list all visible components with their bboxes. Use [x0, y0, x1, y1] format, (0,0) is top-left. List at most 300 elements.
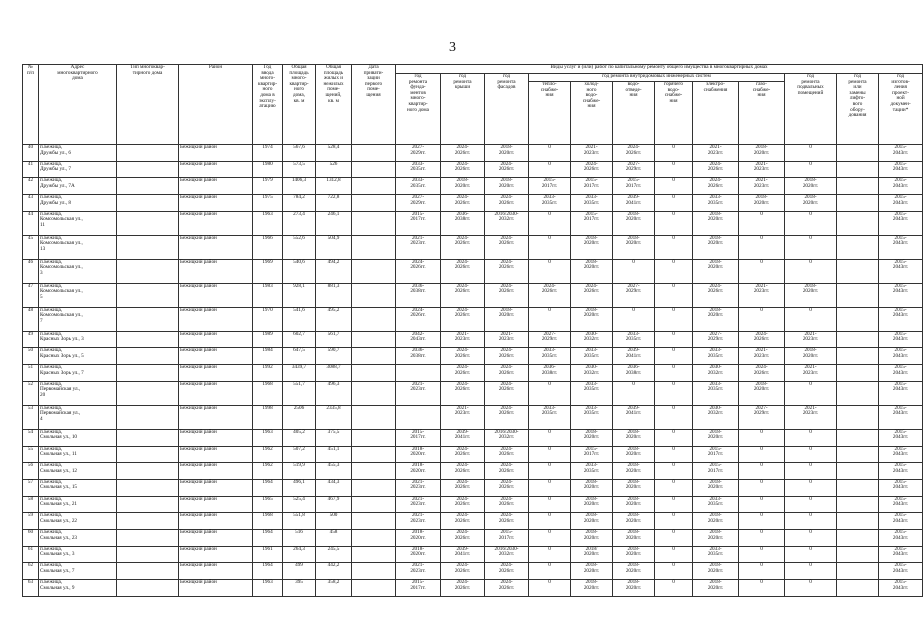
row-house-type [117, 211, 179, 235]
row-service-year: 2024- 2026гг. [396, 259, 441, 283]
header-gas: газо- снабже- ния [739, 82, 785, 145]
table-row [23, 563, 923, 580]
row-service-year: 2015- 2043гг. [879, 161, 923, 178]
row-service-year: 0 [529, 546, 571, 563]
row-service-year: 2018- 2020гг. [693, 513, 739, 530]
table-row [23, 405, 923, 429]
row-service-year: 2018- 2020гг. [739, 195, 785, 212]
row-service-year [837, 529, 879, 546]
row-year: 1989 [253, 331, 283, 348]
row-number: 49 [23, 331, 39, 348]
row-service-year: 2024- 2026гг. [441, 235, 485, 259]
row-address: п.Бежица, Дружбы ул., 7 [39, 161, 117, 178]
row-area-living: 434,3 [316, 479, 352, 496]
row-service-year: 2039- 2041гг. [613, 195, 655, 212]
row-service-year: 2024- 2026гг. [441, 580, 485, 597]
row-service-year: 2024- 2026гг. [485, 513, 529, 530]
row-house-type [117, 479, 179, 496]
row-house-type [117, 235, 179, 259]
row-address: п.Бежица, Смольная ул., 23 [39, 529, 117, 546]
row-service-year: 0 [739, 307, 785, 331]
row-service-year: 0 [655, 145, 693, 162]
row-service-year: 0 [613, 307, 655, 331]
row-service-year: 2015- 2043гг. [879, 211, 923, 235]
row-service-year: 2021- 2023гг. [485, 331, 529, 348]
row-service-year [837, 145, 879, 162]
table-header [23, 65, 923, 145]
row-privatization-date [352, 463, 396, 480]
row-service-year: 0 [529, 211, 571, 235]
row-service-year: 2018- 2020гг. [571, 479, 613, 496]
row-service-year: 0 [739, 563, 785, 580]
row-address: п.Бежица, Смольная ул., 10 [39, 429, 117, 446]
table-row [23, 161, 923, 178]
row-service-year: 0 [529, 429, 571, 446]
row-year: 1979 [253, 178, 283, 195]
row-service-year [837, 178, 879, 195]
row-service-year: 0 [529, 563, 571, 580]
row-area-living: 590,7 [316, 348, 352, 365]
row-service-year: 2015- 2043гг. [879, 580, 923, 597]
row-service-year: 2024- 2026гг. [485, 235, 529, 259]
row-service-year: 2027- 2029гг. [613, 161, 655, 178]
row-service-year: 2039- 2041гг. [441, 546, 485, 563]
row-service-year: 2018- 2020гг. [485, 307, 529, 331]
row-area-total: 3439,7 [283, 365, 316, 382]
row-district: Бежицкий район [179, 235, 253, 259]
row-service-year: 0 [655, 348, 693, 365]
row-service-year: 2018- 2020гг. [785, 348, 837, 365]
row-service-year: 2015- 2017гг. [693, 446, 739, 463]
row-service-year: 0 [785, 463, 837, 480]
row-area-living: 2335,8 [316, 405, 352, 429]
row-service-year: 2015- 2043гг. [879, 195, 923, 212]
row-service-year: 2024- 2026гг. [485, 580, 529, 597]
row-year: 1969 [253, 259, 283, 283]
row-area-living: 561,7 [316, 331, 352, 348]
row-service-year: 2036- 2038гг. [529, 365, 571, 382]
row-service-year: 2021- 2023гг. [693, 145, 739, 162]
row-service-year: 2024- 2026гг. [441, 446, 485, 463]
row-service-year: 2015- 2043гг. [879, 546, 923, 563]
row-area-living: 495,2 [316, 307, 352, 331]
row-service-year [837, 563, 879, 580]
row-service-year: 0 [655, 463, 693, 480]
row-service-year: 2033- 2035гг. [571, 195, 613, 212]
row-address: п.Бежица, Смольная ул., 22 [39, 513, 117, 530]
row-service-year: 0 [739, 259, 785, 283]
row-service-year: 2021- 2023гг. [441, 405, 485, 429]
row-service-year: 2024- 2026гг. [571, 283, 613, 307]
table-row [23, 307, 923, 331]
row-house-type [117, 563, 179, 580]
row-privatization-date [352, 348, 396, 365]
row-service-year: 0 [785, 145, 837, 162]
row-privatization-date [352, 161, 396, 178]
row-area-total: 395 [283, 580, 316, 597]
row-service-year: 2033- 2035гг. [693, 348, 739, 365]
row-service-year: 2024- 2026гг. [441, 513, 485, 530]
header-year: Год ввода много- квартир- ного дома в эксплу- атацию [253, 65, 283, 145]
row-area-total: 541,6 [283, 307, 316, 331]
row-service-year [837, 161, 879, 178]
row-service-year [837, 365, 879, 382]
row-year: 1962 [253, 463, 283, 480]
row-area-living: 455,3 [316, 463, 352, 480]
row-service-year: 0 [739, 235, 785, 259]
row-service-year: 2018- 2020гг. [396, 529, 441, 546]
row-number: 60 [23, 529, 39, 546]
row-district: Бежицкий район [179, 513, 253, 530]
row-service-year: 0 [785, 580, 837, 597]
row-area-living: 246,1 [316, 211, 352, 235]
row-service-year [837, 479, 879, 496]
row-area-living: 722,8 [316, 195, 352, 212]
row-service-year: 0 [785, 429, 837, 446]
row-area-living: 504,9 [316, 235, 352, 259]
row-year: 1966 [253, 235, 283, 259]
row-area-total: 519,9 [283, 463, 316, 480]
row-number: 63 [23, 580, 39, 597]
row-service-year: 0 [655, 365, 693, 382]
row-area-total: 525,4 [283, 496, 316, 513]
row-service-year: 2033- 2035гг. [613, 331, 655, 348]
row-service-year: 2018- 2020гг. [613, 513, 655, 530]
row-area-living: 458 [316, 529, 352, 546]
table-row [23, 446, 923, 463]
row-service-year: 2024- 2026гг. [441, 348, 485, 365]
row-service-year: 2015- 2043гг. [879, 405, 923, 429]
row-service-year: 0 [655, 259, 693, 283]
row-service-year: 2033- 2035гг. [693, 381, 739, 405]
row-service-year: 2024- 2026гг. [441, 463, 485, 480]
row-service-year: 2024- 2026гг. [441, 161, 485, 178]
row-house-type [117, 331, 179, 348]
header-electricity: электро- снабжения [693, 82, 739, 145]
row-house-type [117, 446, 179, 463]
row-area-total: 516 [283, 529, 316, 546]
row-service-year: 2024- 2026гг. [485, 405, 529, 429]
row-house-type [117, 348, 179, 365]
row-service-year: 2015- 2043гг. [879, 331, 923, 348]
row-service-year: 0 [529, 307, 571, 331]
header-district: Район [179, 65, 253, 145]
table-body [23, 145, 923, 597]
row-house-type [117, 283, 179, 307]
table-row [23, 365, 923, 382]
row-service-year: 0 [785, 259, 837, 283]
row-service-year: 0 [529, 529, 571, 546]
row-service-year: 2030- 2032гг. [693, 365, 739, 382]
row-service-year: 2024- 2026гг. [485, 563, 529, 580]
row-service-year: 2015- 2043гг. [879, 348, 923, 365]
row-service-year: 2018- 2020гг. [571, 563, 613, 580]
row-service-year: 2018- 2020гг. [613, 529, 655, 546]
row-service-year [837, 348, 879, 365]
row-service-year [837, 259, 879, 283]
row-year: 1964 [253, 479, 283, 496]
row-service-year: 2015- 2043гг. [879, 235, 923, 259]
row-service-year: 2024- 2026гг. [485, 479, 529, 496]
row-privatization-date [352, 479, 396, 496]
row-address: п.Бежица, Смольная ул., 9 [39, 580, 117, 597]
row-number: 52 [23, 381, 39, 405]
row-service-year: 2018- 2020гг. [485, 178, 529, 195]
row-service-year: 2018- 2020гг. [613, 496, 655, 513]
row-number: 44 [23, 211, 39, 235]
header-services-group: Виды услуг и (или) работ по капитальному ремонту общего имущества в многоквартирных домах [396, 65, 923, 74]
row-service-year: 2018- 2020гг. [485, 145, 529, 162]
row-year: 1983 [253, 283, 283, 307]
row-service-year: 2024- 2026гг. [441, 145, 485, 162]
header-area-living: Общая площадь жилых и нежилых поме- щений, кв. м [316, 65, 352, 145]
row-district: Бежицкий район [179, 381, 253, 405]
row-service-year: 0 [655, 479, 693, 496]
row-house-type [117, 365, 179, 382]
row-number: 41 [23, 161, 39, 178]
row-service-year: 2024- 2026гг. [441, 529, 485, 546]
row-number: 43 [23, 195, 39, 212]
row-service-year: 2024- 2026гг. [485, 348, 529, 365]
row-service-year: 2015- 2043гг. [879, 259, 923, 283]
row-area-total: 1406,3 [283, 178, 316, 195]
row-number: 42 [23, 178, 39, 195]
row-service-year: 2027- 2029гг. [739, 405, 785, 429]
row-service-year: 0 [529, 496, 571, 513]
row-service-year: 2033- 2035гг. [396, 161, 441, 178]
row-service-year [837, 211, 879, 235]
row-service-year: 0 [655, 529, 693, 546]
row-house-type [117, 529, 179, 546]
row-service-year: 0 [529, 446, 571, 463]
row-service-year: 0 [739, 429, 785, 446]
row-service-year [837, 513, 879, 530]
header-cold-water: холод- ного водо- снабже- ния [571, 82, 613, 145]
row-district: Бежицкий район [179, 211, 253, 235]
row-service-year: 2027- 2029гг. [693, 331, 739, 348]
row-service-year: 0 [655, 307, 693, 331]
row-service-year: 2016/2030- 2032гг. [485, 211, 529, 235]
table-row [23, 529, 923, 546]
row-service-year: 2039- 2041гг. [613, 348, 655, 365]
row-service-year: 2021- 2023гг. [396, 563, 441, 580]
row-area-total: 573,5 [283, 161, 316, 178]
row-address: п.Бежица, Смольная ул., 11 [39, 446, 117, 463]
row-service-year: 2018- 2020гг. [571, 580, 613, 597]
row-service-year: 2039- 2041гг. [441, 429, 485, 446]
row-service-year: 0 [785, 496, 837, 513]
row-year: 1970 [253, 307, 283, 331]
row-service-year: 2016/2030- 2032гг. [485, 546, 529, 563]
row-privatization-date [352, 405, 396, 429]
row-area-living: 494,2 [316, 259, 352, 283]
row-service-year: 0 [655, 195, 693, 212]
row-service-year: 2015- 2017гг. [396, 429, 441, 446]
row-area-living: 245,5 [316, 546, 352, 563]
row-year: 1964 [253, 563, 283, 580]
row-service-year: 2042- 2043гг. [396, 331, 441, 348]
row-service-year: 2015- 2043гг. [879, 307, 923, 331]
row-service-year: 2015- 2017гг. [529, 178, 571, 195]
row-service-year: 2021- 2023гг. [785, 405, 837, 429]
row-district: Бежицкий район [179, 429, 253, 446]
row-service-year: 0 [529, 145, 571, 162]
row-district: Бежицкий район [179, 145, 253, 162]
row-privatization-date [352, 580, 396, 597]
header-heating: тепло- снабже- ния [529, 82, 571, 145]
row-service-year: 0 [529, 463, 571, 480]
row-address: п.Бежица, Комсомольская ул., 3 [39, 259, 117, 283]
header-type: Тип многоквар- тирного дома [117, 65, 179, 145]
row-service-year: 0 [655, 211, 693, 235]
row-service-year: 2018- 2020гг. [396, 463, 441, 480]
row-service-year: 2021- 2023гг. [396, 235, 441, 259]
row-district: Бежицкий район [179, 331, 253, 348]
header-hot-water: горячего водо- снабже- ния [655, 82, 693, 145]
row-year: 1964 [253, 529, 283, 546]
table-row [23, 463, 923, 480]
row-service-year: 2021- 2023гг. [739, 161, 785, 178]
row-service-year: 2036- 2038гг. [396, 348, 441, 365]
row-service-year: 2024- 2026гг. [485, 381, 529, 405]
row-service-year [837, 496, 879, 513]
row-area-living: 500 [316, 513, 352, 530]
row-service-year: 2024- 2026гг. [693, 161, 739, 178]
row-area-total: 552,6 [283, 235, 316, 259]
row-number: 46 [23, 259, 39, 283]
row-service-year: 2018- 2020гг. [441, 178, 485, 195]
row-service-year: 2021- 2023гг. [785, 331, 837, 348]
row-house-type [117, 429, 179, 446]
row-year: 1968 [253, 381, 283, 405]
row-year: 1963 [253, 429, 283, 446]
row-service-year: 2024- 2026гг. [693, 283, 739, 307]
row-service-year: 2018- 2020гг. [739, 381, 785, 405]
row-area-living: 881,3 [316, 283, 352, 307]
row-service-year: 2015- 2017гг. [693, 463, 739, 480]
row-area-total: 499 [283, 563, 316, 580]
header-area-total: Общая площадь много- квартир- ного дома, кв. м [283, 65, 316, 145]
row-service-year: 2024- 2026гг. [613, 145, 655, 162]
header-facade: год ремонта фасадов [485, 74, 529, 145]
row-service-year: 2018- 2020гг. [396, 546, 441, 563]
row-service-year: 2027- 2029гг. [396, 195, 441, 212]
row-service-year: 2018- 2020гг. [571, 429, 613, 446]
row-district: Бежицкий район [179, 283, 253, 307]
row-service-year: 0 [655, 283, 693, 307]
header-address: Адрес многоквартирного дома [39, 65, 117, 145]
row-privatization-date [352, 496, 396, 513]
row-service-year: 2024- 2026гг. [739, 331, 785, 348]
row-service-year: 2033- 2035гг. [571, 381, 613, 405]
row-district: Бежицкий район [179, 496, 253, 513]
row-service-year: 2021- 2023гг. [785, 365, 837, 382]
header-basement: год ремонта подвальных помещений [785, 74, 837, 145]
row-year: 1963 [253, 211, 283, 235]
row-number: 53 [23, 405, 39, 429]
row-district: Бежицкий район [179, 463, 253, 480]
row-area-living: 3088,7 [316, 365, 352, 382]
row-house-type [117, 580, 179, 597]
row-service-year: 0 [739, 580, 785, 597]
row-service-year: 2018/ 2020гг. [571, 546, 613, 563]
row-service-year: 2018- 2020гг. [693, 211, 739, 235]
row-service-year: 0 [655, 429, 693, 446]
row-service-year [837, 429, 879, 446]
row-service-year: 2018- 2020гг. [693, 563, 739, 580]
row-area-total: 551,7 [283, 381, 316, 405]
row-service-year: 0 [529, 259, 571, 283]
row-service-year: 2018- 2020гг. [613, 479, 655, 496]
row-district: Бежицкий район [179, 479, 253, 496]
row-district: Бежицкий район [179, 161, 253, 178]
row-service-year: 2018- 2020гг. [571, 259, 613, 283]
row-service-year: 0 [655, 513, 693, 530]
row-service-year: 2024- 2026гг. [441, 365, 485, 382]
row-district: Бежицкий район [179, 259, 253, 283]
row-service-year: 2016/2030- 2032гг. [485, 429, 529, 446]
row-service-year: 2015- 2017гг. [396, 211, 441, 235]
row-service-year: 0 [529, 161, 571, 178]
row-number: 47 [23, 283, 39, 307]
table-row [23, 195, 923, 212]
row-service-year: 2018- 2020гг. [613, 429, 655, 446]
row-service-year: 2015- 2017гг. [571, 446, 613, 463]
row-service-year: 2024- 2026гг. [485, 283, 529, 307]
row-service-year: 2018- 2020гг. [693, 259, 739, 283]
row-service-year: 2018- 2020гг. [571, 235, 613, 259]
row-service-year: 0 [529, 235, 571, 259]
header-roof: год ремонта крыши [441, 74, 485, 145]
row-service-year: 2021- 2023гг. [739, 178, 785, 195]
row-service-year: 2021- 2023гг. [739, 348, 785, 365]
row-area-total: 264,3 [283, 546, 316, 563]
row-service-year: 2024- 2026гг. [485, 463, 529, 480]
table-row [23, 235, 923, 259]
row-service-year [837, 463, 879, 480]
row-address: п.Бежица, Красных Зорь ул., 3 [39, 331, 117, 348]
row-service-year: 2024- 2026гг. [485, 259, 529, 283]
row-year: 1974 [253, 145, 283, 162]
row-service-year: 0 [739, 463, 785, 480]
row-service-year: 2033- 2035гг. [396, 178, 441, 195]
row-service-year: 2018- 2020гг. [613, 463, 655, 480]
row-service-year: 2018- 2020гг. [613, 580, 655, 597]
row-service-year [837, 580, 879, 597]
row-service-year: 0 [785, 479, 837, 496]
row-privatization-date [352, 563, 396, 580]
row-house-type [117, 405, 179, 429]
row-number: 45 [23, 235, 39, 259]
row-service-year: 2015- 2043гг. [879, 563, 923, 580]
row-house-type [117, 178, 179, 195]
row-year: 1968 [253, 513, 283, 530]
header-drainage: водо- отведе- ния [613, 82, 655, 145]
row-service-year: 2036- 2038гг. [613, 365, 655, 382]
row-service-year: 0 [655, 331, 693, 348]
row-service-year: 2024- 2026гг. [739, 365, 785, 382]
row-privatization-date [352, 365, 396, 382]
row-district: Бежицкий район [179, 195, 253, 212]
row-area-total: 496,1 [283, 479, 316, 496]
row-service-year: 0 [739, 496, 785, 513]
header-systems-group: год ремонта внутридомовых инженерных систем [529, 74, 785, 82]
row-service-year: 2015- 2017гг. [613, 178, 655, 195]
row-service-year: 2030- 2032гг. [693, 405, 739, 429]
row-address: п.Бежица, Комсомольская ул., 13 [39, 235, 117, 259]
header-project-docs: год изготов- ления проект- ной докумен- тации* [879, 74, 923, 145]
row-privatization-date [352, 381, 396, 405]
